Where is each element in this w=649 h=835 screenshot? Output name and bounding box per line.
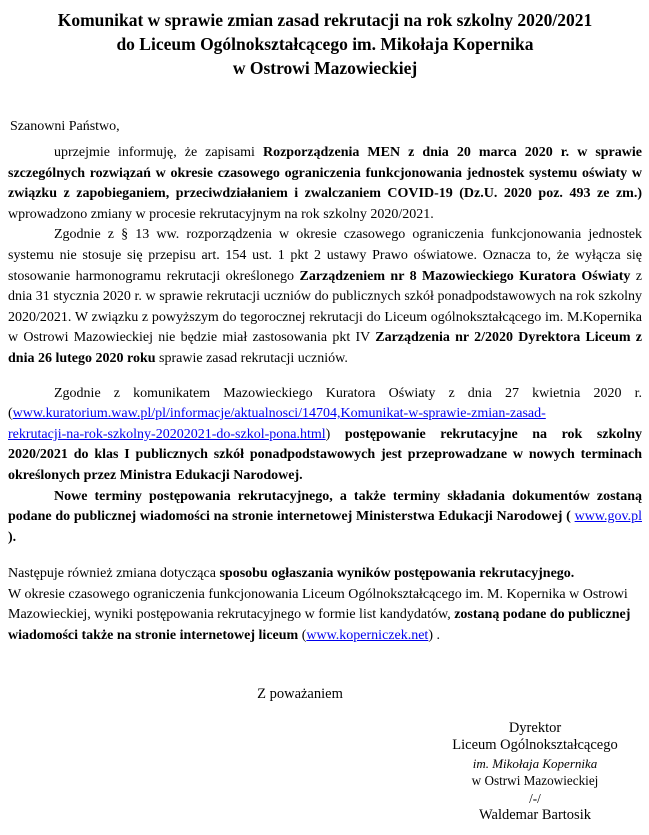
salutation: Szanowni Państwo, xyxy=(10,119,120,134)
paragraph-wyniki-rekrutacji xyxy=(8,564,642,646)
text-run: Zgodnie z § 13 ww. rozporządzenia w okresie czasowego ograniczenia funkcjonowania jednostek systemu nie stosuje się przepisu art. 154 ust. 1 pkt 2 ustawy Prawo oświatowe. Oznacza to, że wyłącza się stosowanie harmonogramu rekrutacji określonego xyxy=(8,227,642,284)
bold-run-paren-open: ( xyxy=(562,509,575,525)
bold-run-new-terms: postępowanie rekrutacyjne na rok szkolny 2020/2021 do klas I publicznych szkół ponadpodstawowych jest przeprowadzane w nowych terminach określonych przez Ministra Edukacji Narodowej. xyxy=(8,426,642,483)
text-run: Zgodnie z komunikatem Mazowieckiego Kuratora Oświaty z dnia 27 kwietnia 2020 r. ( xyxy=(8,385,642,422)
bold-run-men-regulation: Rozporządzenia MEN z dnia 20 marca 2020 r. w sprawie szczególnych rozwiązań w okresie czasowego ograniczenia funkcjonowania jednostek systemu oświaty w związku z zapobieganiem, przeciwdziałaniem i zwalczaniem COVID-19 (Dz.U. 2020 poz. 493 ze zm.) xyxy=(8,145,642,202)
gov-pl-link[interactable] xyxy=(575,509,642,524)
text-run: wprowadzono zmiany w procesie rekrutacyjnym na rok szkolny 2020/2021. xyxy=(8,206,434,222)
koperniczek-link[interactable] xyxy=(306,628,428,643)
closing-phrase: Z poważaniem xyxy=(257,686,343,702)
text-run: ) xyxy=(325,426,345,442)
text-run: uprzejmie informuję, że zapisami xyxy=(54,145,263,160)
bold-run-zostana-podane: zostaną podane do publicznej wiadomości także na stronie internetowej liceum xyxy=(8,607,631,644)
koperniczek-link-text: www.koperniczek.net xyxy=(306,628,429,644)
text-run: Następuje również zmiana dotycząca xyxy=(8,566,220,582)
signature-institution: Liceum Ogólnokształcącego xyxy=(452,737,618,754)
paragraph-nowe-terminy xyxy=(8,487,642,549)
text-run: z dnia 31 stycznia 2020 r. w sprawie rekrutacji uczniów do publicznych szkół ponadpodstawowych na rok szkolny 2020/2021. W związku z powyższym do tegorocznej rekrutacji do Liceum ogólnokształcącego im. M.Kopernika w Ostrowi Mazowieckiej nie będzie miał zastosowania pkt IV xyxy=(8,268,642,346)
title-line-1: Komunikat w sprawie zmian zasad rekrutacji na rok szkolny 2020/2021 xyxy=(57,10,593,30)
text-run: ) . xyxy=(428,628,440,644)
paragraph-men-regulation xyxy=(8,143,642,225)
signature-city: w Ostrwi Mazowieckiej xyxy=(471,773,599,789)
signature-role: Dyrektor xyxy=(508,720,562,736)
signature-mark: /-/ xyxy=(529,790,541,806)
bold-run-paren-close: ). xyxy=(8,529,17,545)
bold-run-sposob-oglaszania: sposobu ogłaszania wyników postępowania rekrutacyjnego. xyxy=(219,566,575,582)
text-run: sprawie zasad rekrutacji uczniów. xyxy=(155,350,348,366)
text-run: ( xyxy=(298,628,307,644)
kuratorium-link-line-2: rekrutacji-na-rok-szkolny-20202021-do-szkol-pona.html xyxy=(8,426,326,442)
title-line-2: do Liceum Ogólnokształcącego im. Mikołaja Kopernika xyxy=(116,34,534,54)
bold-run-zarzadzenie-8: Zarządzeniem nr 8 Mazowieckiego Kuratora Oświaty xyxy=(299,268,631,284)
bold-run-nowe-terminy: Nowe terminy postępowania rekrutacyjnego, a także terminy składania dokumentów zostaną podane do publicznej wiadomości na stronie internetowej Ministerstwa Edukacji Narodowej xyxy=(8,488,642,525)
document-title xyxy=(8,8,642,80)
text-run: W okresie czasowego ograniczenia funkcjonowania Liceum Ogólnokształcącego im. M. Kopernika w Ostrowi Mazowieckiej, wyniki postępowania rekrutacyjnego w formie list kandydatów, xyxy=(8,586,628,623)
paragraph-paragraph13 xyxy=(8,225,642,369)
paragraph-kuratorium-komunikat xyxy=(8,384,642,487)
kuratorium-link-line-1: www.kuratorium.waw.pl/pl/informacje/aktualnosci/14704,Komunikat-w-sprawie-zmian-zasad- xyxy=(12,406,546,422)
signature-block xyxy=(427,720,643,824)
gov-pl-link-text: www.gov.pl xyxy=(574,509,642,525)
bold-run-zarzadzenie-2-2020: Zarządzenia nr 2/2020 Dyrektora Liceum z dnia 26 lutego 2020 roku xyxy=(8,330,643,366)
signature-name: Waldemar Bartosik xyxy=(479,807,591,824)
signature-patron: im. Mikołaja Kopernika xyxy=(472,755,598,771)
title-line-3: w Ostrowi Mazowieckiej xyxy=(232,58,418,78)
